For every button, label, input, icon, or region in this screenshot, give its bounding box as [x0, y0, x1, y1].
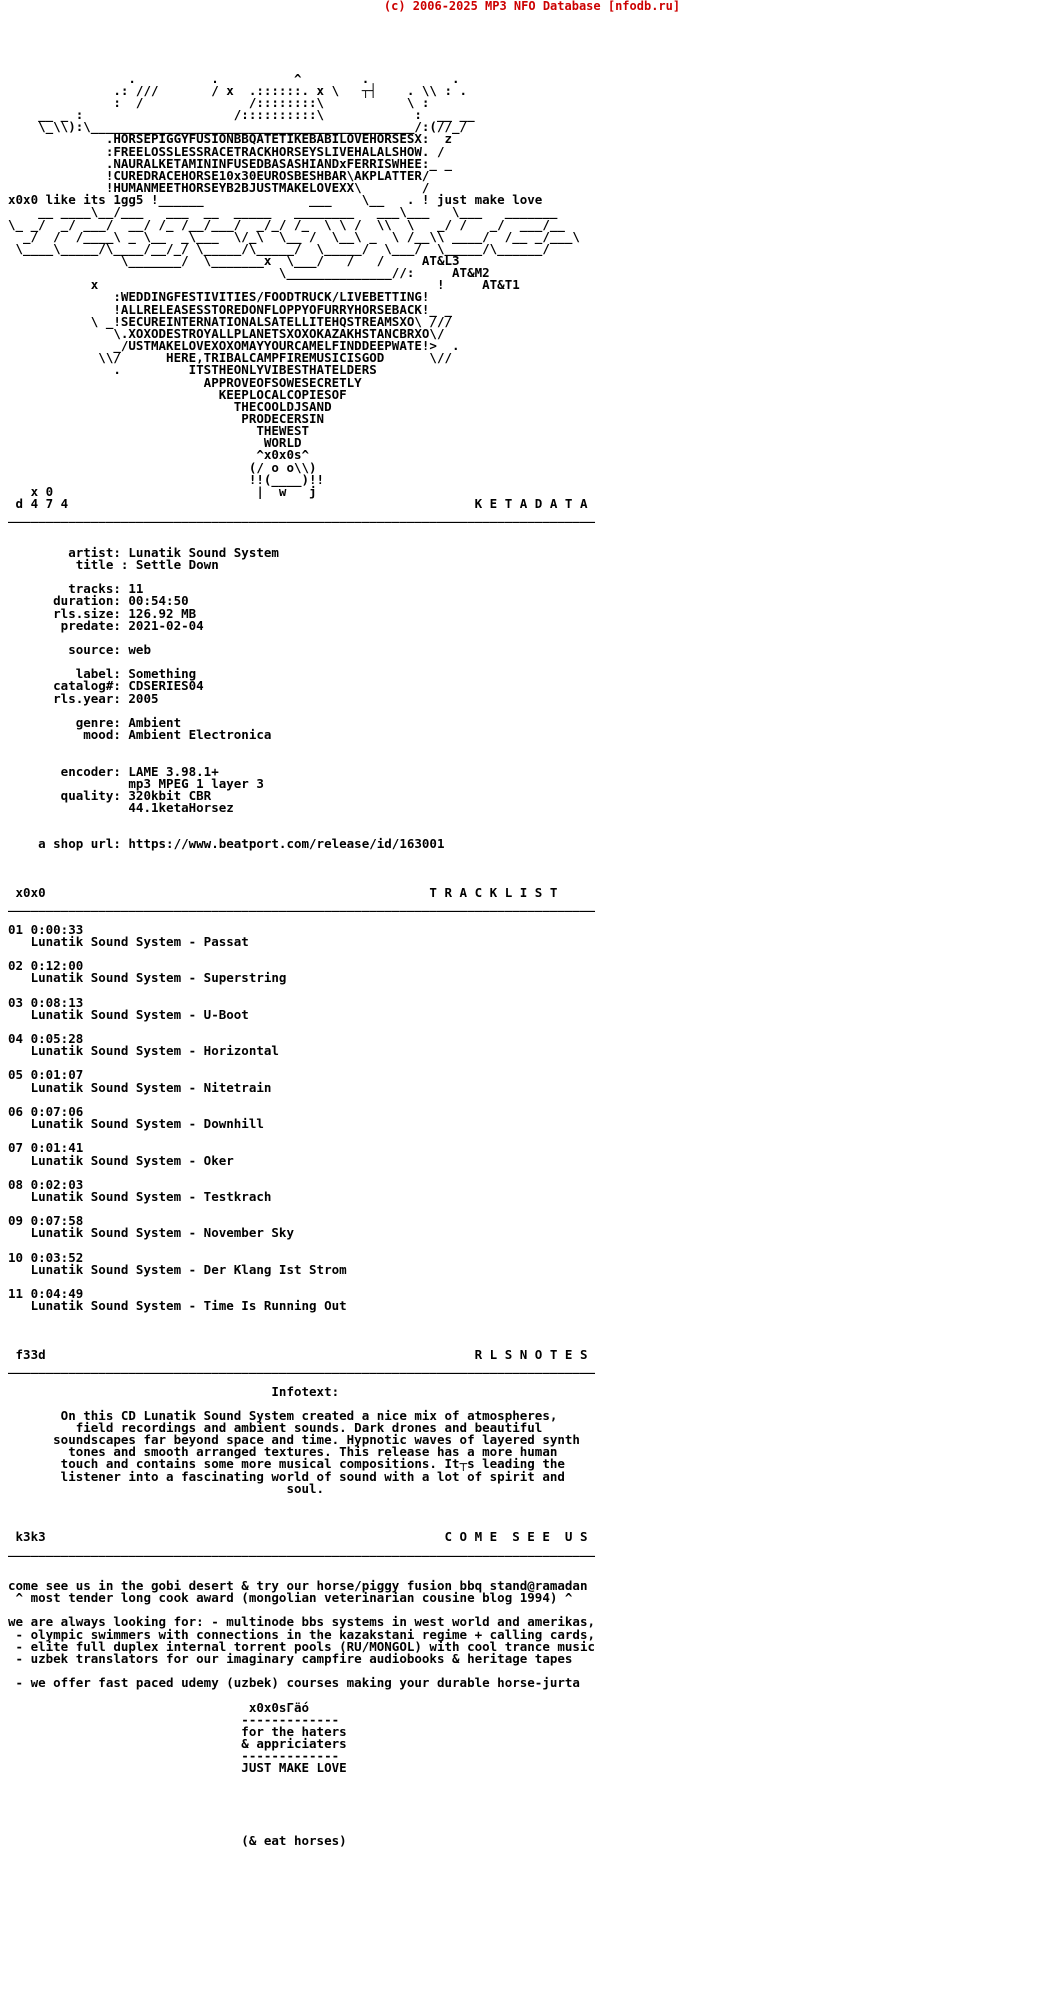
nfo-text: . . ^ . . .: /// / x .::::::. x \ ┬┤ . \\ : . : / /::::::::\ \ : __ _ : /::::::::::\ : __ __ \_\\):\___________________________________________/:(//_/ .HORSEPIGGYFUSIONBBQATETIKEBABILOVEHORSESX: z :FREELOSSLESSRACETRACKHORSEYSLIVEHALALSHOW. / .NAURALKETAMININFUSEDBASASHIANDxFERRISWHEE:_ _ !CUREDRACEHORSE10x30EUROSBESHBAR\AKPLATTER/ !HUMANMEETHORSEYB2BJUSTMAKELOVEXX\ / x0x0 like its 1gg5 !______ ___ \__ . ! just make love __ ____\__/___ ___ __ _____ ________ ___\___ \___ _______ \_ _/ _/ ___/ __/ /_ /__/___/ _/_/ /_ \ \ / \\ \ _/ / _/ ___/__ _/ / /____\ _ \__ _\___ \/_\ \__ / \__\ _ \ /__\\ ____/ /__ _/___\ \____\_____/\____/__/_/ \_____/\_____/ \_____/ \___/ \_____/\______/ \_______/ \_______x \___/ / / AT&L3 \______________//: AT&M2 x ! AT&T1 :WEDDINGFESTIVITIES/FOODTRUCK/LIVEBETTING! !ALLRELEASESSTOREDONFLOPPYOFURRYHORSEBACK!_ _ \ _!SECUREINTERNATIONALSATELLITEHQSTREAMSXO\ /// \.XOXODESTROYALLPLANETSXOXOKAZAKHSTANCBRXO\/ _/USTMAKELOVEXOXOMAYYOURCAMELFINDDEEPWATE!> . \\/ HERE,TRIBALCAMPFIREMUSICISGOD \// . ITSTHEONLYVIBESTHATELDERS APPROVEOFSOWESECRETLY KEEPLOCALCOPIESOF THECOOLDJSAND PRODECERSIN THEWEST WORLD ^x0x0s^ (/ o o\\) !!(____)!! x 0 | w j d 4 7 4 K E T A D A T A ______________________________________________________________________________ artist: Lunatik Sound System title : Settle Down tracks: 11 duration: 00:54:50 rls.size: 126.92 MB predate: 2021-02-04 source: web label: Something catalog#: CDSERIES04 rls.year: 2005 genre: Ambient mood: Ambient Electronica encoder: LAME 3.98.1+ mp3 MPEG 1 layer 3 quality: 320kbit CBR 44.1ketaHorsez a shop url: https://www.beatport.com/release/id/163001 x0x0 T R A C K L I S T ______________________________________________________________________________ 01 0:00:33 Lunatik Sound System - Passat 02 0:12:00 Lunatik Sound System - Superstring 03 0:08:13 Lunatik Sound System - U-Boot 04 0:05:28 Lunatik Sound System - Horizontal 05 0:01:07 Lunatik Sound System - Nitetrain 06 0:07:06 Lunatik Sound System - Downhill 07 0:01:41 Lunatik Sound System - Oker 08 0:02:03 Lunatik Sound System - Testkrach 09 0:07:58 Lunatik Sound System - November Sky 10 0:03:52 Lunatik Sound System - Der Klang Ist Strom 11 0:04:49 Lunatik Sound System - Time Is Running Out f33d R L S N O T E S ______________________________________________________________________________ Infotext: On this CD Lunatik Sound System created a nice mix of atmospheres, field recordings and ambient sounds. Dark drones and beautiful soundscapes far beyond space and time. Hypnotic waves of layered synth tones and smooth arranged textures. This release has a more human touch and contains some more musical compositions. It┬s leading the listener into a fascinating world of sound with a lot of spirit and soul. k3k3 C O M E S E E U S ______________________________________________________________________________ come see us in the gobi desert & try our horse/piggy fusion bbq stand@ramadan ^ most tender long cook award (mongolian veterinarian cousine blog 1994) ^ we are always looking for: - multinode bbs systems in west world and amerikas, - olympic swimmers with connections in the kazakstani regime + calling cards, - elite full duplex internal torrent pools (RU/MONGOL) with cool trance music - uzbek translators for our imaginary campfire audiobooks & heritage tapes - we offer fast paced udemy (uzbek) courses making your durable horse-jurta x0x0sΓäó ------------- for the haters & appriciaters ------------- JUST MAKE LOVE (& eat horses) — [8, 70, 595, 1849]
page-header: (c) 2006-2025 MP3 NFO Database [nfodb.ru] — [383, 0, 681, 13]
